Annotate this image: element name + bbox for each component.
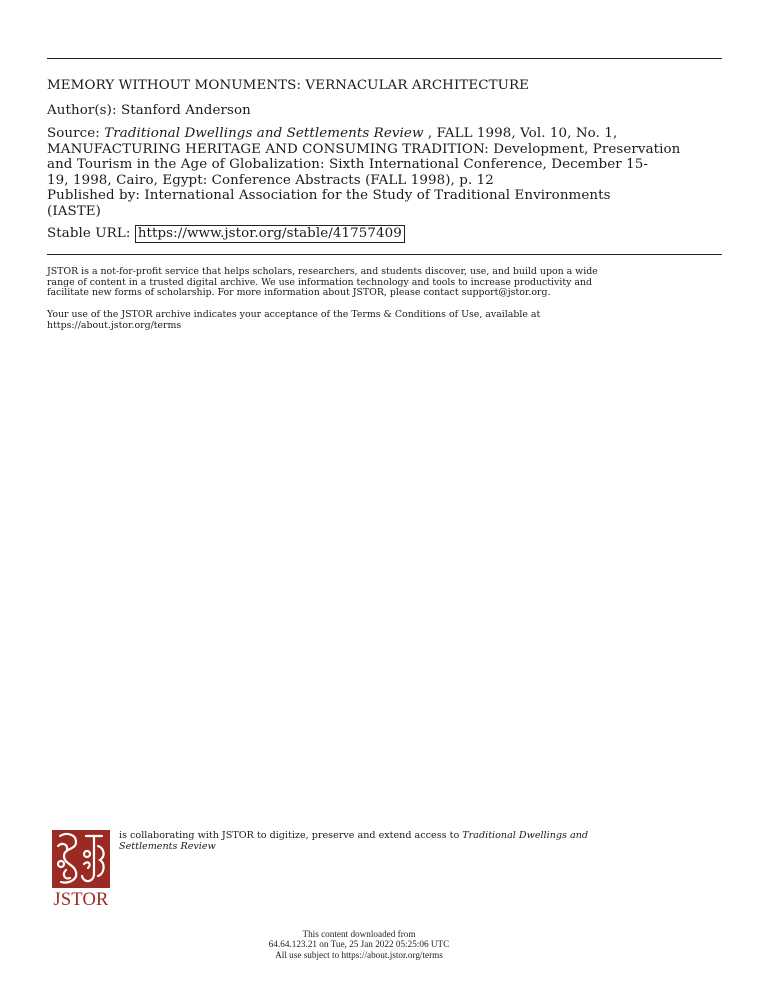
bottom-rule xyxy=(47,254,722,255)
collab-text: is collaborating with JSTOR to digitize, preserve and extend access to xyxy=(119,830,463,841)
published-value: International Association for the Study of Traditional Environments xyxy=(144,188,611,203)
collab-journal-1: Traditional Dwellings and xyxy=(462,830,589,841)
article-title xyxy=(47,78,727,94)
stable-url-link[interactable]: https://www.jstor.org/stable/41757409 xyxy=(135,225,405,243)
source-label: Source: xyxy=(47,126,100,141)
authors-label: Author(s): xyxy=(47,103,117,118)
footer-line-3: All use subject to https://about.jstor.org/terms xyxy=(275,949,443,960)
stable-url-line xyxy=(47,226,727,242)
jstor-wordmark: JSTOR xyxy=(53,890,109,910)
published-label: Published by: xyxy=(47,188,140,203)
collab-journal-2: Settlements Review xyxy=(119,840,216,852)
terms-line-2[interactable]: https://about.jstor.org/terms xyxy=(47,319,182,331)
source-line-4: 19, 1998, Cairo, Egypt: Conference Abstracts (FALL 1998), p. 12 xyxy=(47,172,494,188)
source-line1-rest: , FALL 1998, Vol. 10, No. 1, xyxy=(423,126,618,141)
published-line-1 xyxy=(47,188,727,204)
collaboration-statement xyxy=(119,831,719,853)
jstor-emblem-ornament-icon xyxy=(52,830,110,888)
source-block xyxy=(47,126,727,188)
source-line-3: and Tourism in the Age of Globalization: Sixth International Conference, December 15- xyxy=(47,157,648,172)
title-text: MEMORY WITHOUT MONUMENTS: VERNACULAR ARCHITECTURE xyxy=(47,78,530,93)
published-block xyxy=(47,188,727,219)
jstor-emblem-icon xyxy=(52,830,110,888)
terms-notice xyxy=(47,310,727,331)
notice-line-2: range of content in a trusted digital archive. We use information technology and tools to increase productivity and xyxy=(47,276,593,288)
jstor-notice xyxy=(47,267,727,299)
notice-line-1: JSTOR is a not-for-profit service that helps scholars, researchers, and students discover, use, and build upon a wide xyxy=(47,266,598,277)
source-line-1 xyxy=(47,126,727,142)
source-journal: Traditional Dwellings and Settlements Review xyxy=(104,126,424,141)
footer-line-1: This content downloaded from xyxy=(302,929,416,939)
authors-value: Stanford Anderson xyxy=(120,103,251,118)
stable-url-label: Stable URL: xyxy=(47,226,131,241)
top-rule xyxy=(47,58,722,59)
notice-line-3: facilitate new forms of scholarship. For more information about JSTOR, please contact support@jstor.org. xyxy=(47,287,551,299)
jstor-logo xyxy=(48,830,113,912)
source-line-2: MANUFACTURING HERITAGE AND CONSUMING TRADITION: Development, Preservation xyxy=(47,141,681,157)
download-footer xyxy=(0,929,718,960)
terms-line-1: Your use of the JSTOR archive indicates your acceptance of the Terms & Conditions of Use, available at xyxy=(47,309,541,320)
authors-line xyxy=(47,103,727,119)
footer-line-2: 64.64.123.21 on Tue, 25 Jan 2022 05:25:06 UTC xyxy=(268,939,450,950)
published-line-2: (IASTE) xyxy=(47,203,101,219)
